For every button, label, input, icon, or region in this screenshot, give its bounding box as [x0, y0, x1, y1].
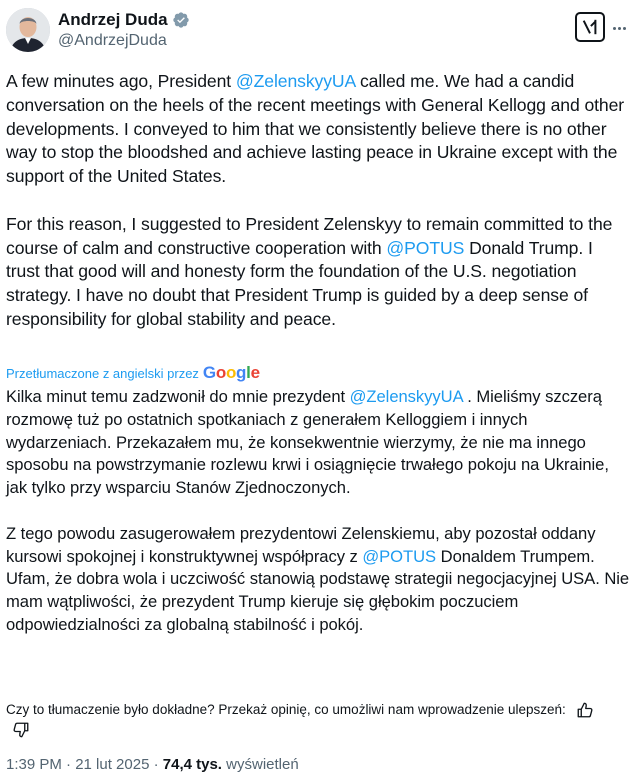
translation-p2-text-a: Z tego powodu zasugerowałem prezydentowi Zelenskiemu, aby pozostał oddany kursowi spokojnej i konstruktywnej współpracy z — [6, 523, 596, 566]
tweet-p2-text-a: For this reason, I suggested to President Zelenskyy to remain committed to the course of calm and constructive cooperation with — [6, 213, 613, 258]
verified-badge-icon — [172, 11, 190, 29]
translation-feedback — [6, 700, 606, 739]
tweet-header — [6, 8, 617, 58]
grok-icon[interactable] — [575, 12, 605, 42]
tweet-paragraph-2 — [6, 213, 628, 332]
view-count: 74,4 tys. — [162, 756, 222, 773]
translation-p1-text-a: Kilka minut temu zadzwonił do mnie prezydent — [6, 387, 350, 406]
tweet-p1-text-b: called me. We had a candid conversation on the heels of the recent meetings with General Kellogg and other developments. I conveyed to him that we consistently believe there is no other way to stop the bloodshed and achieve lasting peace in Ukraine except with the support of the United States. — [6, 71, 625, 187]
mention-zelenskyy[interactable]: @ZelenskyyUA — [235, 71, 356, 91]
author-name-text[interactable]: Andrzej Duda — [58, 10, 168, 29]
grok-glyph-icon — [581, 18, 599, 36]
thumbs-up-icon[interactable] — [576, 701, 594, 719]
mention-potus-translated[interactable]: @POTUS — [362, 546, 437, 566]
translation-paragraph-2 — [6, 523, 630, 637]
tweet-meta — [6, 756, 299, 773]
author-handle[interactable]: @AndrzejDuda — [58, 32, 167, 49]
translation-p2-text-b: Donaldem Trumpem. Ufam, że dobra wola i uczciwość stanowią podstawę strategii negocjacyjnej USA. Nie mam wątpliwości, że prezydent Trump kieruje się głębokim poczuciem odpowiedzialności za globalną stabilność i pokój. — [6, 546, 630, 634]
google-logo: Google — [202, 363, 260, 382]
more-options-icon[interactable] — [609, 18, 629, 38]
avatar-image — [6, 8, 50, 52]
tweet-paragraph-1 — [6, 70, 628, 189]
mention-zelenskyy-translated[interactable]: @ZelenskyyUA — [349, 387, 463, 406]
translation-note-text[interactable]: Przetłumaczone z angielski przez — [6, 365, 199, 381]
avatar[interactable] — [6, 8, 50, 52]
translation-note[interactable] — [6, 363, 260, 383]
tweet-p2-text-b: Donald Trump. I trust that good will and honesty form the foundation of the U.S. negotiation strategy. I have no doubt that President Trump is guided by a deep sense of responsibility for global stability and peace. — [6, 237, 593, 329]
translated-body — [6, 386, 630, 637]
author-name[interactable] — [58, 10, 190, 30]
thumbs-down-icon[interactable] — [12, 721, 30, 739]
translation-paragraph-1 — [6, 386, 630, 500]
feedback-text: Czy to tłumaczenie było dokładne? Przekaż opinię, co umożliwi nam wprowadzenie ulepszeń: — [6, 702, 566, 717]
tweet-p1-text-a: A few minutes ago, President — [6, 71, 236, 91]
tweet-body — [6, 70, 628, 332]
translation-p1-text-b: . Mieliśmy szczerą rozmowę tuż po ostatnich spotkaniach z generałem Kelloggiem i innych wydarzeniach. Przekazałem mu, że konsekwentnie wierzymy, że nie ma innego sposobu na powstrzymanie rozlewu krwi i osiągnięcie trwałego pokoju na Ukrainie, jak tylko przy wsparciu Stanów Zjednoczonych. — [6, 387, 609, 498]
views-label: wyświetleń — [221, 756, 299, 773]
timestamp[interactable]: 1:39 PM · 21 lut 2025 · — [6, 756, 163, 773]
mention-potus[interactable]: @POTUS — [386, 237, 465, 258]
